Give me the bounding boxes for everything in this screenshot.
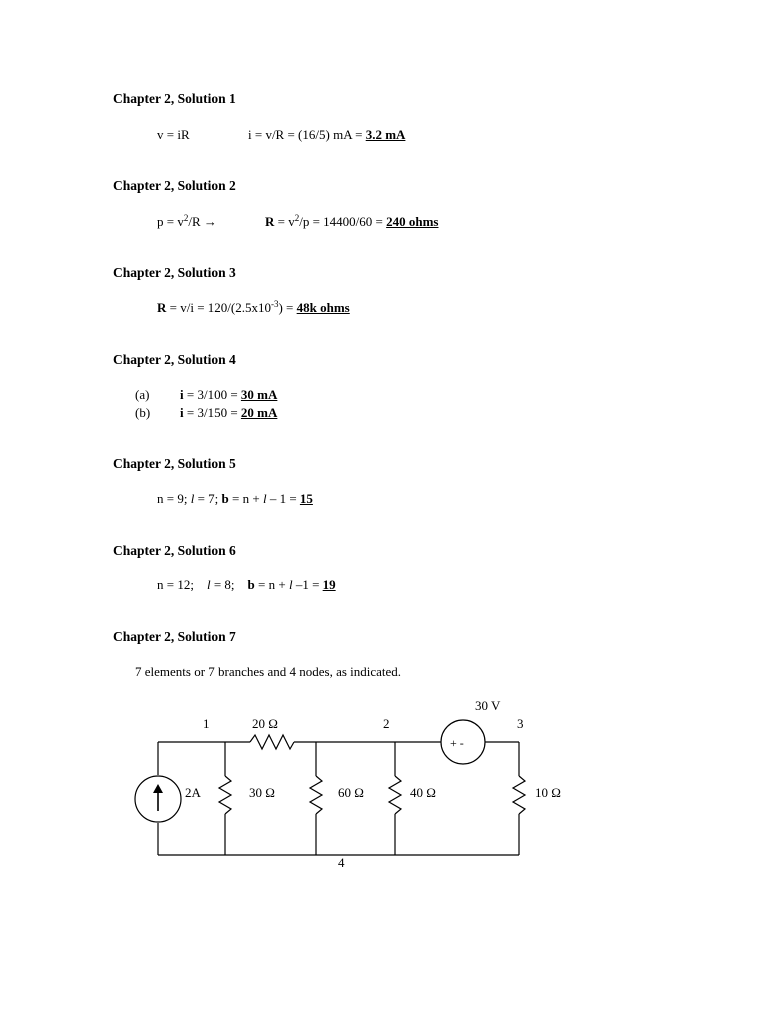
solution-6-equation: n = 12; l = 8; b = n + l –1 = 19	[157, 577, 336, 592]
solution-5-equation: n = 9; l = 7; b = n + l – 1 = 15	[157, 491, 313, 506]
resistor-10-label: 10 Ω	[535, 785, 561, 800]
resistor-60-label: 60 Ω	[338, 785, 364, 800]
solution-3-equation: $R = v/i = 120/(2.5x10^{-3}) = 48k$ ohms	[157, 299, 350, 315]
resistor-60-ohm	[310, 776, 322, 814]
voltage-polarity: + -	[450, 736, 464, 750]
solution-2-heading: Chapter 2, Solution 2	[113, 178, 236, 193]
solution-3-heading: Chapter 2, Solution 3	[113, 265, 236, 280]
resistor-30-ohm	[219, 776, 231, 814]
solution-7-text: 7 elements or 7 branches and 4 nodes, as indicated.	[135, 664, 402, 679]
solution-2-answer: 240 ohms	[386, 214, 439, 229]
resistor-30-label: 30 Ω	[249, 785, 275, 800]
solution-2-equation: $p = v^2/R$ →	[157, 213, 217, 229]
solution-5-answer: 15	[299, 491, 313, 506]
solution-7-heading: Chapter 2, Solution 7	[113, 629, 236, 644]
solution-4a-label: (a)	[135, 387, 150, 402]
node-3-label: 3	[517, 716, 524, 731]
solution-6-heading: Chapter 2, Solution 6	[113, 543, 236, 558]
solution-2-equation-r: $R = v^2/p = 14400/60 = 240$ ohms	[265, 213, 439, 229]
solution-4b-equation: i = 3/150 = 20 mA	[180, 405, 278, 420]
resistor-20-ohm	[250, 735, 294, 749]
current-source-label: 2A	[185, 785, 201, 800]
solution-3-answer: 48k ohms	[296, 300, 350, 315]
solution-1-heading: Chapter 2, Solution 1	[113, 91, 236, 106]
resistor-40-ohm	[389, 776, 401, 814]
solution-4-heading: Chapter 2, Solution 4	[113, 352, 236, 367]
node-1-label: 1	[203, 716, 210, 731]
solution-1-eq-rhs: i = v/R = (16/5) mA = 3.2 mA	[248, 127, 406, 142]
voltage-source-label: 30 V	[475, 698, 501, 713]
solution-4b-label: (b)	[135, 405, 151, 420]
solution-1-answer: 3.2 mA	[365, 127, 406, 142]
resistor-40-label: 40 Ω	[410, 785, 436, 800]
resistor-10-ohm	[513, 776, 525, 814]
solution-4a-equation: i = 3/100 = 30 mA	[180, 387, 278, 402]
solution-5-heading: Chapter 2, Solution 5	[113, 456, 236, 471]
node-2-label: 2	[383, 716, 390, 731]
resistor-20-label: 20 Ω	[252, 716, 278, 731]
node-4-label: 4	[338, 855, 345, 870]
arrow-up-icon	[153, 784, 163, 811]
solution-1-eq-lhs: v = iR	[157, 127, 190, 142]
solution-4b-answer: 20 mA	[240, 405, 278, 420]
solution-6-answer: 19	[322, 577, 336, 592]
solution-4a-answer: 30 mA	[240, 387, 278, 402]
